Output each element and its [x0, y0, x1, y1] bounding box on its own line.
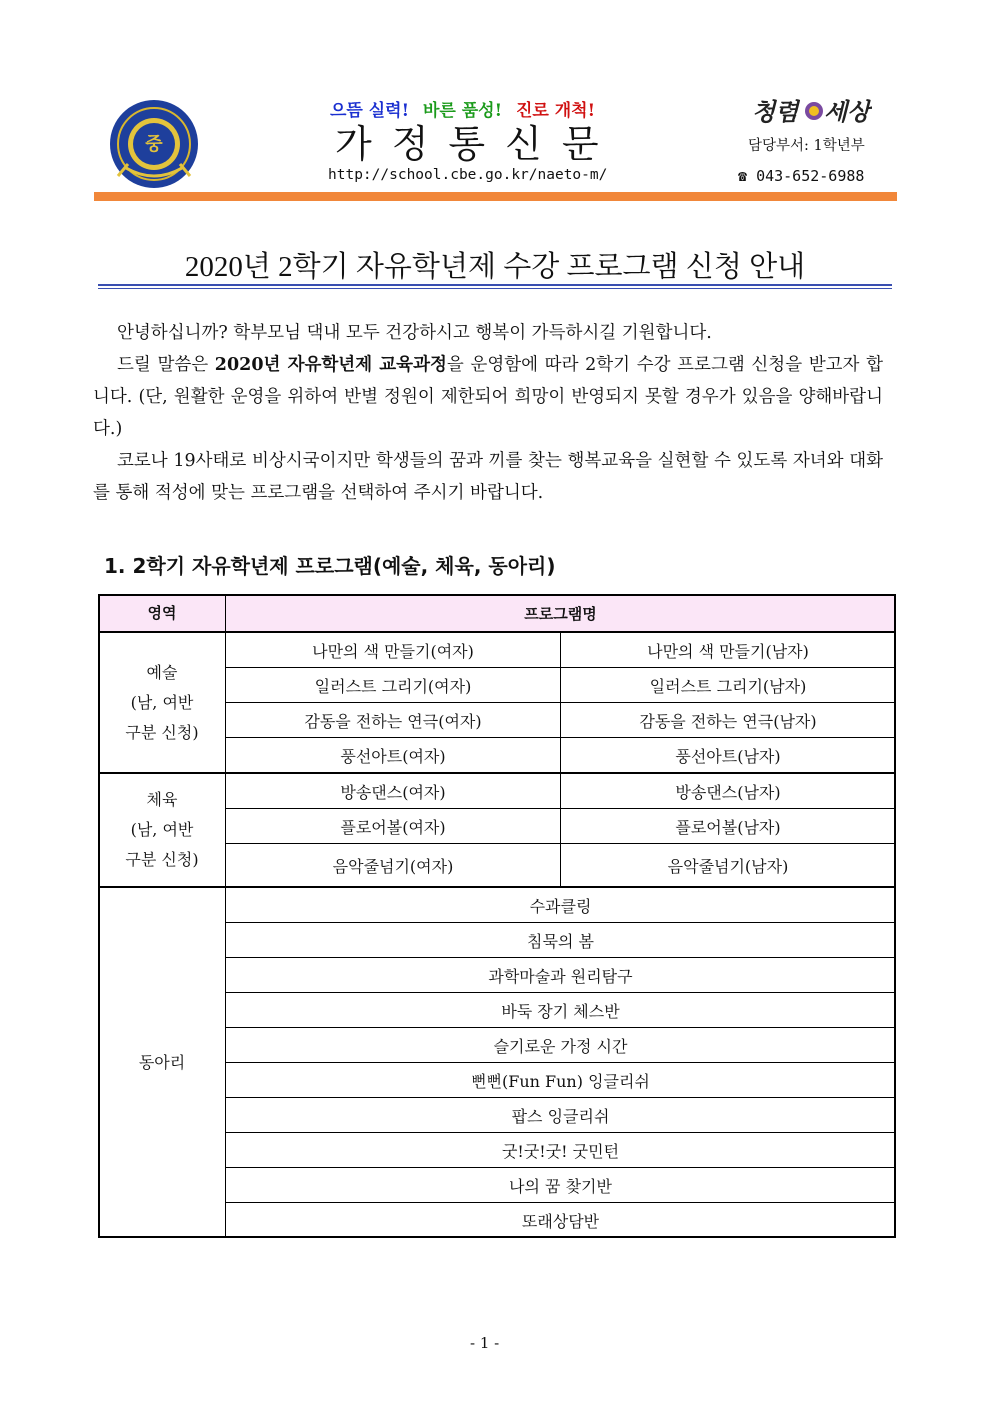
page-number: - 1 -	[470, 1334, 500, 1352]
header-area: 영역	[99, 595, 226, 633]
header-program: 프로그램명	[226, 595, 896, 633]
department-label: 담당부서: 1학년부	[748, 138, 865, 154]
club-cell: 또래상담반	[226, 1203, 896, 1238]
program-cell: 플로어볼(남자)	[561, 809, 896, 844]
slogan-1: 으뜸 실력!	[330, 101, 410, 121]
table-row	[99, 887, 896, 923]
program-cell: 풍선아트(여자)	[226, 738, 561, 774]
program-cell: 음악줄넘기(남자)	[561, 844, 896, 888]
program-cell: 음악줄넘기(여자)	[226, 844, 561, 888]
program-cell: 방송댄스(남자)	[561, 773, 896, 809]
phone-contact	[738, 167, 864, 185]
club-cell: 침묵의 봄	[226, 923, 896, 958]
integrity-brand-logo	[750, 94, 872, 128]
table-row	[99, 773, 896, 809]
header-divider	[94, 192, 897, 201]
program-cell: 풍선아트(남자)	[561, 738, 896, 774]
table-header-row	[99, 595, 896, 633]
club-cell: 과학마술과 원리탐구	[226, 958, 896, 993]
svg-text:청렴: 청렴	[752, 97, 799, 126]
program-cell: 일러스트 그리기(여자)	[226, 668, 561, 703]
svg-text:중: 중	[145, 134, 163, 155]
program-cell: 나만의 색 만들기(남자)	[561, 632, 896, 668]
club-cell: 슬기로운 가정 시간	[226, 1028, 896, 1063]
school-url[interactable]: http://school.cbe.go.kr/naeto-m/	[328, 167, 608, 183]
program-table	[98, 594, 896, 1238]
notice-paragraph: 드릴 말씀은 2020년 자유학년제 교육과정을 운영함에 따라 2학기 수강 프로그램 신청을 받고자 합니다. (단, 원활한 운영을 위하여 반별 정원이 제한되어 희망이 반영되지 못할 경우가 있음을 양해바랍니다.)	[93, 355, 883, 439]
club-cell: 굿!굿!굿! 굿민턴	[226, 1133, 896, 1168]
svg-text:세상: 세상	[824, 97, 871, 126]
program-cell: 일러스트 그리기(남자)	[561, 668, 896, 703]
area-art: 예술 (남, 여반 구분 신청)	[99, 632, 226, 773]
section-heading: 1. 2학기 자유학년제 프로그램(예술, 체육, 동아리)	[104, 554, 556, 578]
title-underline-thin	[98, 288, 892, 289]
phone-number: 043-652-6988	[756, 167, 865, 185]
greeting-paragraph: 안녕하십니까? 학부모님 댁내 모두 건강하시고 행복이 가득하시길 기원합니다.	[117, 323, 712, 343]
area-pe: 체육 (남, 여반 구분 신청)	[99, 773, 226, 887]
program-cell: 방송댄스(여자)	[226, 773, 561, 809]
phone-icon: ☎	[738, 167, 748, 185]
newsletter-title: 가정통신문	[335, 122, 619, 166]
request-paragraph: 코로나 19사태로 비상시국이지만 학생들의 꿈과 끼를 찾는 행복교육을 실현할 수 있도록 자녀와 대화를 통해 적성에 맞는 프로그램을 선택하여 주시기 바랍니다.	[93, 451, 883, 503]
program-cell: 나만의 색 만들기(여자)	[226, 632, 561, 668]
document-title: 2020년 2학기 자유학년제 수강 프로그램 신청 안내	[184, 251, 806, 283]
slogan-3: 진로 개척!	[516, 101, 596, 121]
club-cell: 수과클링	[226, 887, 896, 923]
club-cell: 바둑 장기 체스반	[226, 993, 896, 1028]
school-logo	[108, 98, 200, 190]
program-cell: 플로어볼(여자)	[226, 809, 561, 844]
club-cell: 팝스 잉글리쉬	[226, 1098, 896, 1133]
club-cell: 뻔뻔(Fun Fun) 잉글리쉬	[226, 1063, 896, 1098]
program-cell: 감동을 전하는 연극(남자)	[561, 703, 896, 738]
table-row	[99, 632, 896, 668]
club-cell: 나의 꿈 찾기반	[226, 1168, 896, 1203]
title-underline	[98, 284, 892, 286]
area-club: 동아리	[99, 887, 226, 1238]
notice-emphasis: 2020년 자유학년제 교육과정	[214, 355, 447, 375]
program-cell: 감동을 전하는 연극(여자)	[226, 703, 561, 738]
slogan-2: 바른 품성!	[423, 101, 503, 121]
